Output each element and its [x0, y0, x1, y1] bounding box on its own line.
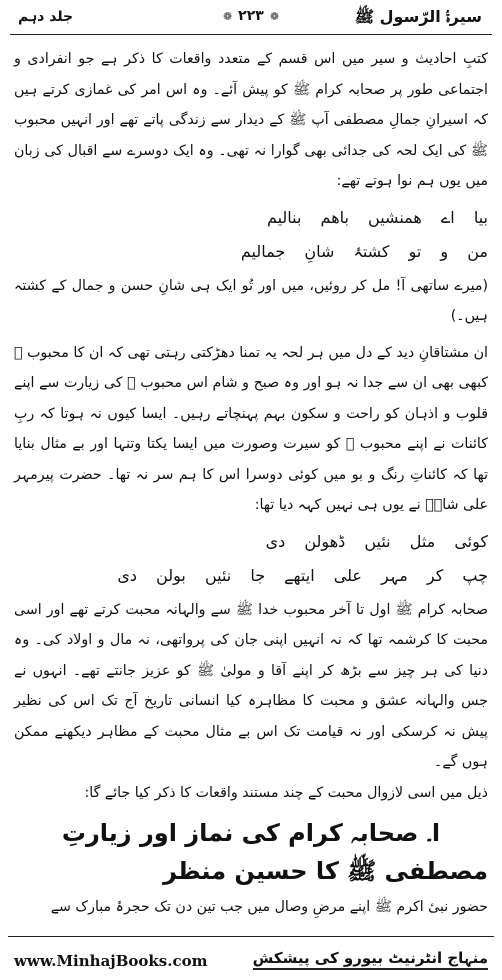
paragraph: کتبِ احادیث و سیر میں اس قسم کے متعدد واقعات کا ذکر ہے جو انفرادی و اجتماعی طور پر صحابہ کرام ﷺ کو پیش آئے۔ وہ اس امر کی غمازی کرتے ہیں کہ اسیرانِ جمالِ مصطفی آپ ﷺ کے دیدار سے زندگی پاتے تھے اور انہیں محبوب ﷺ کی ایک لحہ کی جدائی بھی گوارا نہ تھی۔ وہ ایک دوسرے سے اقبال کی زبان میں یوں ہم نوا ہوتے تھے:: [14, 51, 488, 189]
page-number: [223, 8, 279, 24]
persian-verse: [14, 201, 488, 269]
paragraph: حضور نبیٔ اکرم ﷺ اپنے مرضِ وصال میں جب تین دن تک حجرۂ مبارک سے: [50, 899, 488, 915]
paragraph: ذیل میں اسی لازوال محبت کے چند مستند واقعات کا ذکر کیا جائے گا:: [84, 784, 488, 801]
page-number-value: ۲۲۳: [238, 8, 264, 24]
footer-divider: [8, 936, 494, 937]
verse-line: کوئی مثل نئیں ڈھولن دی: [265, 531, 488, 551]
page-footer: [8, 936, 494, 976]
publisher-credit: منہاج انٹرنیٹ بیورو کی پیشکش: [253, 949, 488, 970]
verse-translation: (میرے ساتھی آ! مل کر روئیں، میں اور تُو ایک ہی شانِ حسن و جمال کے کشتہ ہیں۔): [14, 277, 488, 324]
ornament-icon: ❁: [222, 9, 233, 23]
header-divider: [10, 34, 492, 35]
section-heading: ا۔ صحابہ کرام کی نماز اور زیارتِ مصطفی ﷺ کا حسین منظر: [61, 819, 488, 885]
volume-title: جلد دہم: [18, 9, 74, 25]
verse-line: چپ کر مہر علی ایتھے جا نئیں بولن دی: [117, 565, 488, 585]
website-link[interactable]: www.MinhajBooks.com: [14, 952, 208, 970]
verse-line: من و تو کشتۂ شانِ جمالیم: [240, 241, 488, 261]
paragraph: صحابہ کرام ﷺ اول تا آخر محبوب خدا ﷺ سے والہانہ محبت کرتے تھے اور اسی محبت کا کرشمہ تھا کہ نہ انہیں اپنی جان کی پرواتھی، نہ مال و اولاد کی۔ وہ دنیا کی ہر چیز سے بڑھ کر اپنے آقا و مولیٰ ﷺ کو عزیز جانتے تھے۔ انہوں نے جس والہانہ عشق و محبت کا مظاہرہ کیا انسانی تاریخ آج تک اس کی نظیر پیش نہ کرسکی اور نہ قیامت تک اس بے مثال محبت کے مظاہر دیکھنے ممکن ہوں گے۔: [14, 601, 488, 770]
ornament-icon: ❁: [269, 9, 280, 23]
punjabi-verse: [14, 525, 488, 593]
book-title: سیرۃُ الرّسول ﷺ: [354, 7, 482, 26]
page-body: [14, 44, 488, 923]
running-header: [10, 4, 492, 36]
paragraph: ان مشتاقانِ دید کے دل میں ہر لحہ یہ تمنا دھڑکتی رہتی تھی کہ ان کا محبوب ﷺ کبھی بھی ان سے جدا نہ ہو اور وہ صبح و شام اس محبوب ﷺ کی زیارت سے اپنے قلوب و اذہان کو راحت و سکون بہم پہنچاتے رہیں۔ ایسا کیوں نہ ہوتا کہ ربِ کائنات نے اپنے محبوب ﷺ کو سیرت وصورت میں ایسا یکتا وتنہا اور بے مثال بنایا تھا کہ کائناتِ رنگ و بو میں کوئی دوسرا اس کا ہم سر نہ تھا۔ حضرت پیرمہر علی شاہؒ نے یوں ہی نہیں کہہ دیا تھا:: [14, 344, 488, 513]
verse-line: بیا اے همنشیں باهم بنالیم: [266, 207, 488, 227]
